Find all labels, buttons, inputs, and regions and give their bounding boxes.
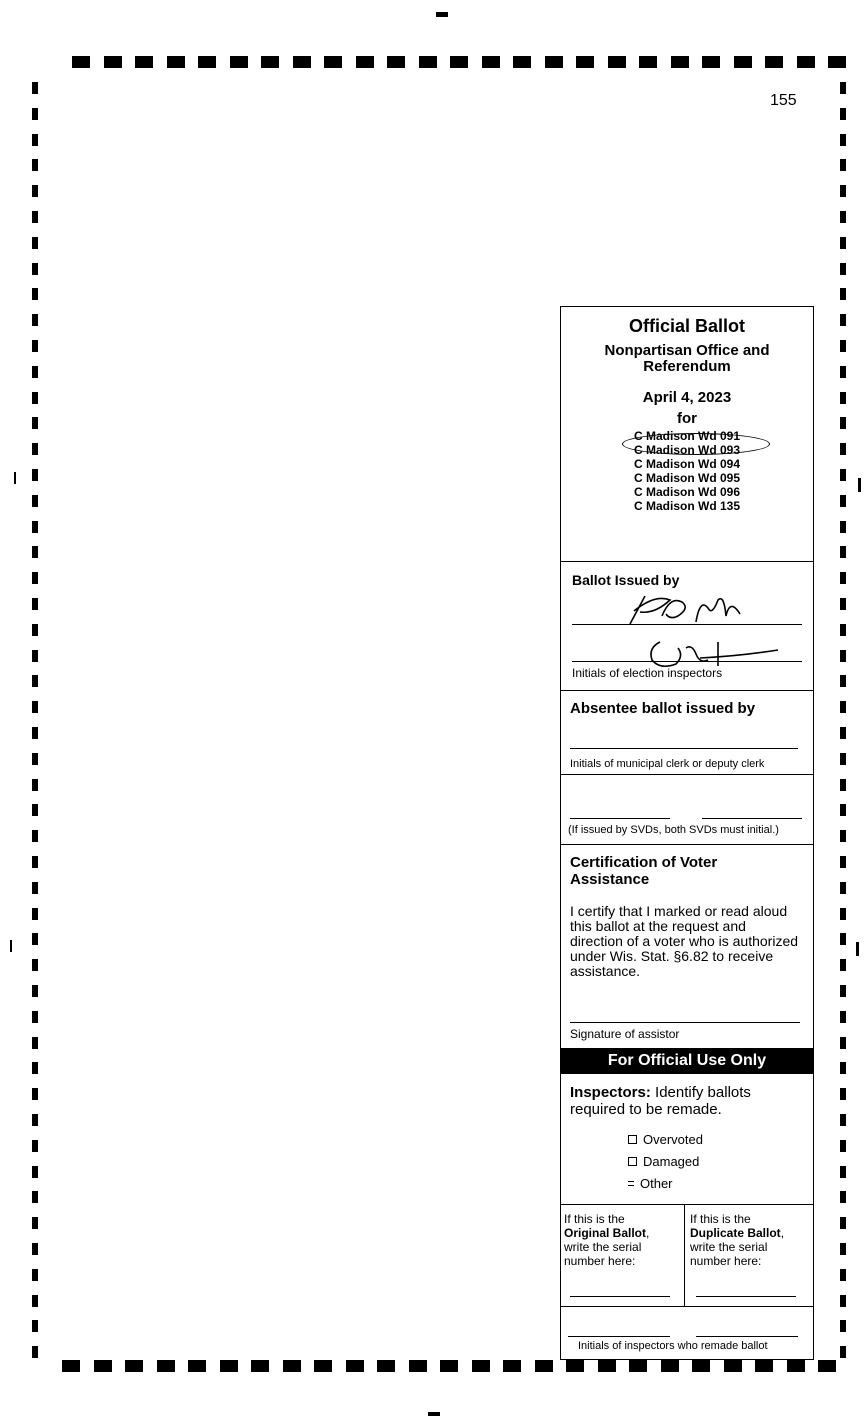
border-dash-left [32, 1062, 38, 1074]
original-serial-bold: Original Ballot [564, 1226, 647, 1240]
border-dash-right [840, 650, 846, 662]
border-dash-left [32, 392, 38, 404]
clerk-label: Initials of municipal clerk or deputy clerk [570, 758, 765, 770]
duplicate-serial-line3: number here: [690, 1254, 762, 1268]
border-dash-bottom [472, 1360, 490, 1372]
registration-mark-top [436, 12, 448, 17]
border-dash-right [840, 366, 846, 378]
border-dash-right [840, 701, 846, 713]
border-dash-right [840, 1114, 846, 1126]
border-dash-right [840, 675, 846, 687]
assistor-signature-line [570, 1022, 800, 1023]
damaged-checkbox[interactable] [628, 1157, 637, 1166]
border-dash-left [32, 882, 38, 894]
border-dash-bottom [818, 1360, 836, 1372]
border-dash-left [32, 1037, 38, 1049]
border-dash-right [840, 211, 846, 223]
border-dash-top [450, 56, 468, 68]
remade-initials-line-1[interactable] [568, 1336, 670, 1337]
border-dash-right [840, 263, 846, 275]
border-dash-left [32, 1191, 38, 1203]
svd-initials-line-1 [570, 818, 670, 819]
border-dash-bottom [62, 1360, 80, 1372]
border-dash-left [32, 1166, 38, 1178]
border-dash-right [840, 108, 846, 120]
border-dash-left [32, 521, 38, 533]
original-serial-line2: write the serial [564, 1240, 642, 1254]
border-dash-left [32, 1114, 38, 1126]
border-dash-bottom [598, 1360, 616, 1372]
border-dash-top [828, 56, 846, 68]
border-dash-right [840, 804, 846, 816]
border-dash-bottom [377, 1360, 395, 1372]
ward-item: C Madison Wd 096 [633, 485, 740, 499]
border-dash-left [32, 288, 38, 300]
duplicate-serial-bold: Duplicate Ballot [690, 1226, 781, 1240]
border-dash-top [419, 56, 437, 68]
border-dash-bottom [440, 1360, 458, 1372]
border-dash-left [32, 159, 38, 171]
border-dash-right [840, 1320, 846, 1332]
overvoted-option[interactable] [628, 1132, 703, 1147]
border-dash-right [840, 185, 846, 197]
border-dash-right [840, 933, 846, 945]
border-dash-right [840, 882, 846, 894]
border-dash-right [840, 959, 846, 971]
border-dash-right [840, 469, 846, 481]
border-dash-left [32, 598, 38, 610]
overvoted-checkbox[interactable] [628, 1135, 637, 1144]
border-dash-left [32, 856, 38, 868]
border-dash-right [840, 495, 846, 507]
border-dash-top [734, 56, 752, 68]
border-dash-left [32, 908, 38, 920]
registration-mark-left-2 [10, 940, 12, 952]
border-dash-top [261, 56, 279, 68]
border-dash-right [840, 417, 846, 429]
absentee-label: Absentee ballot issued by [570, 700, 756, 717]
border-dash-top [167, 56, 185, 68]
inspectors-instruction [570, 1084, 806, 1118]
border-dash-right [840, 753, 846, 765]
remade-label: Initials of inspectors who remade ballot [578, 1340, 768, 1352]
border-dash-left [32, 1295, 38, 1307]
border-dash-top [198, 56, 216, 68]
ballot-header [560, 306, 814, 513]
duplicate-serial-line1: If this is the [690, 1212, 751, 1226]
border-dash-left [32, 314, 38, 326]
border-dash-top [356, 56, 374, 68]
border-dash-right [840, 908, 846, 920]
border-dash-right [840, 727, 846, 739]
border-dash-right [840, 546, 846, 558]
border-dash-right [840, 779, 846, 791]
border-dash-left [32, 779, 38, 791]
other-checkbox[interactable] [628, 1181, 634, 1186]
border-dash-left [32, 417, 38, 429]
border-dash-top [387, 56, 405, 68]
border-dash-top [702, 56, 720, 68]
border-dash-left [32, 108, 38, 120]
initials-inspectors-label: Initials of election inspectors [572, 666, 723, 680]
border-dash-right [840, 1295, 846, 1307]
svd-label: (If issued by SVDs, both SVDs must initial.) [568, 824, 779, 836]
border-dash-left [32, 469, 38, 481]
border-dash-right [840, 159, 846, 171]
border-dash-left [32, 804, 38, 816]
border-dash-left [32, 546, 38, 558]
duplicate-serial-line[interactable] [696, 1296, 796, 1297]
ballot-stub [560, 306, 814, 1360]
border-dash-left [32, 1140, 38, 1152]
border-dash-left [32, 985, 38, 997]
registration-mark-bottom [428, 1412, 440, 1416]
border-dash-left [32, 1011, 38, 1023]
remade-initials-line-2[interactable] [696, 1336, 798, 1337]
border-dash-left [32, 650, 38, 662]
border-dash-bottom [94, 1360, 112, 1372]
border-dash-bottom [283, 1360, 301, 1372]
registration-mark-right-2 [856, 942, 859, 956]
border-dash-left [32, 1320, 38, 1332]
border-dash-bottom [346, 1360, 364, 1372]
border-dash-bottom [755, 1360, 773, 1372]
border-dash-left [32, 830, 38, 842]
border-dash-bottom [125, 1360, 143, 1372]
border-dash-right [840, 237, 846, 249]
border-dash-right [840, 1011, 846, 1023]
clerk-initials-line [570, 748, 798, 749]
duplicate-serial-block: If this is the Duplicate Ballot, write the serial number here: [690, 1212, 810, 1268]
border-dash-right [840, 1062, 846, 1074]
ward-item: C Madison Wd 091 [633, 429, 740, 443]
ward-item: C Madison Wd 093 [633, 443, 740, 457]
other-label: Other [640, 1176, 673, 1191]
border-dash-left [32, 1088, 38, 1100]
border-dash-right [840, 830, 846, 842]
inspector-initials-line-2 [572, 661, 802, 662]
inspectors-instruction-text: Identify ballots required to be remade. [570, 1084, 751, 1118]
border-dash-top [104, 56, 122, 68]
border-dash-left [32, 1217, 38, 1229]
border-dash-top [671, 56, 689, 68]
ballot-frame-bottom [560, 1359, 814, 1360]
border-dash-top [135, 56, 153, 68]
certification-label: Certification of Voter Assistance [570, 854, 718, 888]
border-dash-right [840, 985, 846, 997]
inspector-initials-line-1 [572, 624, 802, 625]
original-serial-line3: number here: [564, 1254, 636, 1268]
border-dash-right [840, 1191, 846, 1203]
ballot-subtitle: Nonpartisan Office and Referendum [604, 342, 770, 375]
border-dash-left [32, 1269, 38, 1281]
border-dash-right [840, 572, 846, 584]
border-dash-top [765, 56, 783, 68]
border-dash-right [840, 1088, 846, 1100]
border-dash-top [545, 56, 563, 68]
border-dash-top [293, 56, 311, 68]
border-dash-bottom [251, 1360, 269, 1372]
border-dash-left [32, 959, 38, 971]
damaged-option[interactable] [628, 1154, 699, 1169]
border-dash-bottom [629, 1360, 647, 1372]
border-dash-bottom [724, 1360, 742, 1372]
border-dash-top [639, 56, 657, 68]
border-dash-bottom [535, 1360, 553, 1372]
border-dash-top [72, 56, 90, 68]
border-dash-right [840, 1346, 846, 1358]
border-dash-right [840, 134, 846, 146]
ballot-issued-by-label: Ballot Issued by [572, 572, 680, 588]
section-divider [560, 1306, 814, 1307]
border-dash-right [840, 314, 846, 326]
original-serial-block: If this is the Original Ballot, write the serial number here: [564, 1212, 682, 1268]
svd-initials-line-2 [702, 818, 802, 819]
border-dash-top [324, 56, 342, 68]
ward-selection-circle [622, 433, 770, 455]
original-serial-line1: If this is the [564, 1212, 625, 1226]
border-dash-left [32, 1346, 38, 1358]
border-dash-right [840, 624, 846, 636]
border-dash-bottom [314, 1360, 332, 1372]
border-dash-right [840, 1166, 846, 1178]
border-dash-bottom [692, 1360, 710, 1372]
border-dash-left [32, 340, 38, 352]
border-dash-right [840, 1140, 846, 1152]
border-dash-left [32, 185, 38, 197]
inspector-signatures [600, 586, 800, 676]
border-dash-right [840, 443, 846, 455]
border-dash-top [576, 56, 594, 68]
election-date: April 4, 2023 [642, 389, 732, 406]
border-dash-bottom [503, 1360, 521, 1372]
ward-item: C Madison Wd 094 [633, 457, 740, 471]
border-dash-left [32, 495, 38, 507]
border-dash-bottom [566, 1360, 584, 1372]
border-dash-right [840, 1243, 846, 1255]
border-dash-left [32, 82, 38, 94]
border-dash-top [230, 56, 248, 68]
ballot-title: Official Ballot [628, 316, 745, 336]
page-number: 155 [770, 92, 797, 109]
border-dash-right [840, 340, 846, 352]
border-dash-top [608, 56, 626, 68]
section-divider [560, 844, 814, 845]
section-divider [560, 561, 814, 562]
serial-column-divider [684, 1204, 685, 1306]
border-dash-top [482, 56, 500, 68]
section-divider [560, 1204, 814, 1205]
ward-item: C Madison Wd 135 [633, 499, 740, 513]
border-dash-left [32, 572, 38, 584]
border-dash-left [32, 1243, 38, 1255]
border-dash-left [32, 263, 38, 275]
registration-mark-left-1 [14, 472, 16, 484]
border-dash-bottom [157, 1360, 175, 1372]
border-dash-right [840, 1269, 846, 1281]
section-divider [560, 774, 814, 775]
section-divider [560, 690, 814, 691]
other-option[interactable] [628, 1176, 673, 1191]
for-label: for [677, 410, 697, 427]
original-serial-line[interactable] [570, 1296, 670, 1297]
border-dash-left [32, 675, 38, 687]
border-dash-left [32, 624, 38, 636]
border-dash-top [797, 56, 815, 68]
border-dash-right [840, 1037, 846, 1049]
certification-text: I certify that I marked or read aloud this ballot at the request and direction of a voter who is authorized under Wis. Stat. §6.82 to receive assistance. [570, 903, 799, 979]
border-dash-left [32, 134, 38, 146]
border-dash-left [32, 727, 38, 739]
border-dash-right [840, 1217, 846, 1229]
border-dash-right [840, 392, 846, 404]
border-dash-left [32, 701, 38, 713]
duplicate-serial-line2: write the serial [690, 1240, 768, 1254]
assistor-label: Signature of assistor [570, 1027, 680, 1041]
border-dash-top [513, 56, 531, 68]
ward-item: C Madison Wd 095 [633, 471, 740, 485]
inspectors-bold-label: Inspectors: [570, 1084, 651, 1101]
official-use-banner: For Official Use Only [560, 1048, 814, 1074]
border-dash-left [32, 933, 38, 945]
border-dash-left [32, 211, 38, 223]
overvoted-label: Overvoted [643, 1132, 703, 1147]
damaged-label: Damaged [643, 1154, 700, 1169]
border-dash-left [32, 237, 38, 249]
border-dash-right [840, 82, 846, 94]
border-dash-left [32, 443, 38, 455]
border-dash-right [840, 288, 846, 300]
border-dash-right [840, 521, 846, 533]
border-dash-right [840, 856, 846, 868]
border-dash-bottom [188, 1360, 206, 1372]
border-dash-bottom [220, 1360, 238, 1372]
border-dash-bottom [409, 1360, 427, 1372]
border-dash-bottom [787, 1360, 805, 1372]
border-dash-right [840, 598, 846, 610]
border-dash-left [32, 366, 38, 378]
border-dash-left [32, 753, 38, 765]
border-dash-bottom [661, 1360, 679, 1372]
registration-mark-right-1 [858, 478, 861, 492]
